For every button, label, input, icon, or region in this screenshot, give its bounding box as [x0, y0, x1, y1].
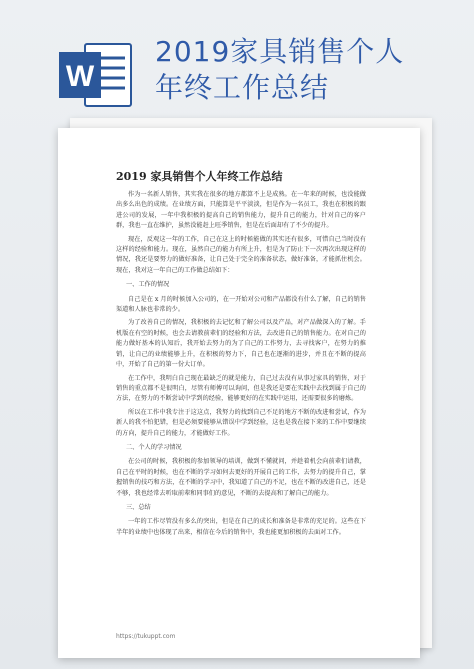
body-paragraph: 在工作中，我明白自己现在最缺乏的就是能力，自己过去没有从事过家具的销售，对于销售的重点都不是很明白，尽管有师傅可以询问，但是我还是要在实践中去找到属于自己的方法，在努力的不断尝试中学到的经验，能够更好的在实践中运用，还需要很多的磨炼。 [116, 374, 366, 403]
document-page [58, 128, 420, 658]
svg-text:W: W [65, 60, 95, 93]
body-paragraph: 为了改善自己的情况，我积极的去记忆和了解公司以及产品，对产品做深入的了解。手机版在有空的时候，也会去请教前辈们的经验和方法，去改进自己的销售能力。在对自己的能力做好基本的认知后，我开始去努力的为了自己的工作努力，去寻找客户，在努力的推销，让自己的业绩能够上升，在积极的努力下，自己也在逐渐的进步，并且在不断的提高中，开始了自己的第一份大订单。 [116, 319, 366, 369]
body-paragraph: 在公司的时候，我积极的参加领导的培训，做到不懂就问，并趁着机会向前辈们请教，自己在平时的时候，也在不断的学习如何去更好的开展自己的工作，去努力的提升自己，掌握销售的技巧和方法，在不断的学习中，我知道了自己的不足，也在不断的改进自己，还是不够，我也经常去听取前辈和同事们的意见，不断的去提高和了解自己的能力。 [116, 458, 366, 497]
word-doc-icon [55, 40, 135, 112]
header-title-line1: 2019家具销售个人 [155, 35, 405, 68]
header [0, 0, 474, 125]
header-title [155, 34, 455, 106]
section-heading: 一、工作的情况 [126, 281, 170, 289]
body-paragraph: 一年的工作尽管没有多么的突出，但是在自己的成长和准备是非常的充足的。这些在下半年的业绩中也体现了出来，相信在今后的销售中，我也能更加积极的去面对工作。 [116, 518, 366, 536]
document-title: 2019 家具销售个人年终工作总结 [116, 170, 283, 183]
footer-url: https://tukuppt.com [116, 633, 176, 640]
body-paragraph: 现在，反观这一年的工作，自己在这上的时候能做的其实还有很多，可惜自己当时没有这样的经验和能力。现在，虽然自己的能力有所上升，但是为了防止下一次再次出现这样的情况，我还是要努力的做好准备，让自己处于完全的准备状态，做好准备，才能抓住机会。现在，我对这一年自己的工作做总结如下： [116, 235, 366, 274]
body-paragraph: 自己是在 x 月的时候加入公司的，在一开始对公司和产品都没有什么了解，自己的销售渠道和人脉也非常的少。 [116, 295, 366, 314]
section-heading: 三、总结 [126, 503, 151, 511]
body-paragraph: 所以在工作中我专注于这这点，我努力的找到自己不足的地方不断的改进和尝试，作为新人的我不怕犯错，但是必须要能够从错误中学到经验，这也是我在接下来的工作中要继续的方向，提升自己的能力，才能做好工作。 [116, 408, 366, 437]
section-heading: 二、个人的学习情况 [126, 443, 182, 451]
document-body [116, 190, 366, 541]
body-paragraph: 作为一名新人销售，其实我在很多的地方都算不上是成熟。在一年来的时候，也没能做出多么出色的成绩。在业绩方面，只能算是平平淡淡，但是作为一名员工，我也在积极的跟进公司的发展，一年中我积极的提高自己的销售能力，提升自己的能力，针对自己的客户群，我也一直在维护，虽然没能赶上旺季销售，但是在后面却有了不少的提升。 [116, 191, 366, 230]
header-title-line2: 年终工作总结 [155, 71, 330, 104]
